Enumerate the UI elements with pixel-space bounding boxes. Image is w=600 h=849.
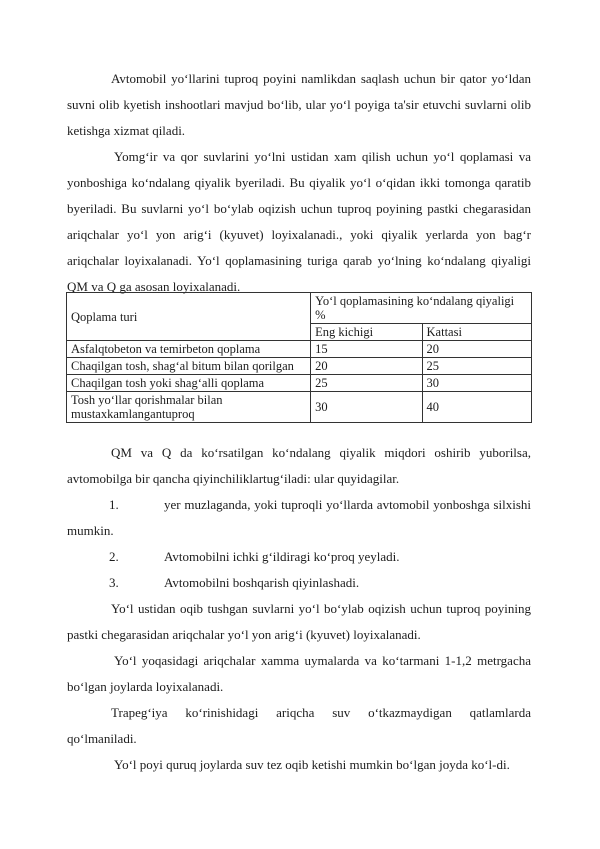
cell-max: 25 [422,358,531,375]
cell-type: Chaqilgan tosh, shag‘al bitum bilan qorilgan [67,358,311,375]
table-row [67,358,532,375]
table-row [67,341,532,358]
list-number: 2. [109,549,119,564]
list-number: 1. [109,497,119,512]
paragraph-excess-slope: QM va Q da ko‘rsatilgan ko‘ndalang qiyalik miqdori oshirib yuborilsa, avtomobilga bir qancha qiyinchiliklartug‘iladi: ular quyidagilar. [67,445,531,486]
cell-min: 30 [311,392,422,423]
table-header-row [67,293,532,324]
list-item [67,570,531,596]
cell-type: Asfalqtobeton va temirbeton qoplama [67,341,311,358]
paragraph-cross-slope: Yomg‘ir va qor suvlarini yo‘lni ustidan xam qilish uchun yo‘l qoplamasi va yonboshiga ko‘ndalang qiyalik byeriladi. Bu qiyalik yo‘l o‘qidan ikki tomonga qaratib byeriladi. Bu suvlarni yo‘l bo‘ylab oqizish uchun tuproq poyining pastki chegarasidan ariqchalar yo‘l yon arig‘i (kyuvet) loyixalanadi., yoki qiyalik yerlarda yon bag‘r ariqchalar loyixalanadi. Yo‘l qoplamasining turiga qarab yo‘lning ko‘ndalang qiyaligi QM va Q ga asosan loyixalanadi. [67,149,531,294]
list-text: Avtomobilni boshqarish qiyinlashadi. [164,575,360,590]
cell-max: 20 [422,341,531,358]
paragraph-intro: Avtomobil yo‘llarini tuproq poyini namlikdan saqlash uchun bir qator yo‘ldan suvni olib kyetish inshootlari mavjud bo‘lib, ular yo‘l poyiga ta'sir etuvchi suvlarni olib ketishga xizmat qiladi. [67,71,531,138]
header-coating-type: Qoplama turi [67,293,311,341]
paragraph-runoff: Yo‘l ustidan oqib tushgan suvlarni yo‘l bo‘ylab oqizish uchun tuproq poyining pastki chegarasidan ariqchalar yo‘l yon arig‘i (kyuvet) loyixalanadi. [67,601,531,642]
paragraph-trapezoid: Trapeg‘iya ko‘rinishidagi ariqcha suv o‘tkazmaydigan qatlamlarda qo‘lmaniladi. [67,705,531,746]
cell-max: 40 [422,392,531,423]
cell-type: Chaqilgan tosh yoki shag‘alli qoplama [67,375,311,392]
cell-min: 20 [311,358,422,375]
paragraph-ditches: Yo‘l yoqasidagi ariqchalar xamma uymalarda va ko‘tarmani 1-1,2 metrgacha bo‘lgan joylarda loyixalanadi. [67,653,531,694]
slope-table [66,292,532,423]
header-min: Eng kichigi [311,324,422,341]
list-item [67,492,531,544]
cell-type: Tosh yo‘llar qorishmalar bilan mustaxkamlangantuproq [67,392,311,423]
table-row [67,392,532,423]
list-number: 3. [109,575,119,590]
list-text: Avtomobilni ichki g‘ildiragi ko‘proq yeyladi. [164,549,400,564]
cell-min: 15 [311,341,422,358]
table-row [67,375,532,392]
list-text: yer muzlaganda, yoki tuproqli yo‘llarda avtomobil yonboshga silxishi mumkin. [67,497,531,538]
paragraph-dry-areas: Yo‘l poyi quruq joylarda suv tez oqib ketishi mumkin bo‘lgan joyda ko‘l-di. [114,757,510,772]
cell-min: 25 [311,375,422,392]
header-cross-slope: Yo‘l qoplamasining ko‘ndalang qiyaligi % [311,293,532,324]
cell-max: 30 [422,375,531,392]
header-max: Kattasi [422,324,531,341]
list-item [67,544,531,570]
